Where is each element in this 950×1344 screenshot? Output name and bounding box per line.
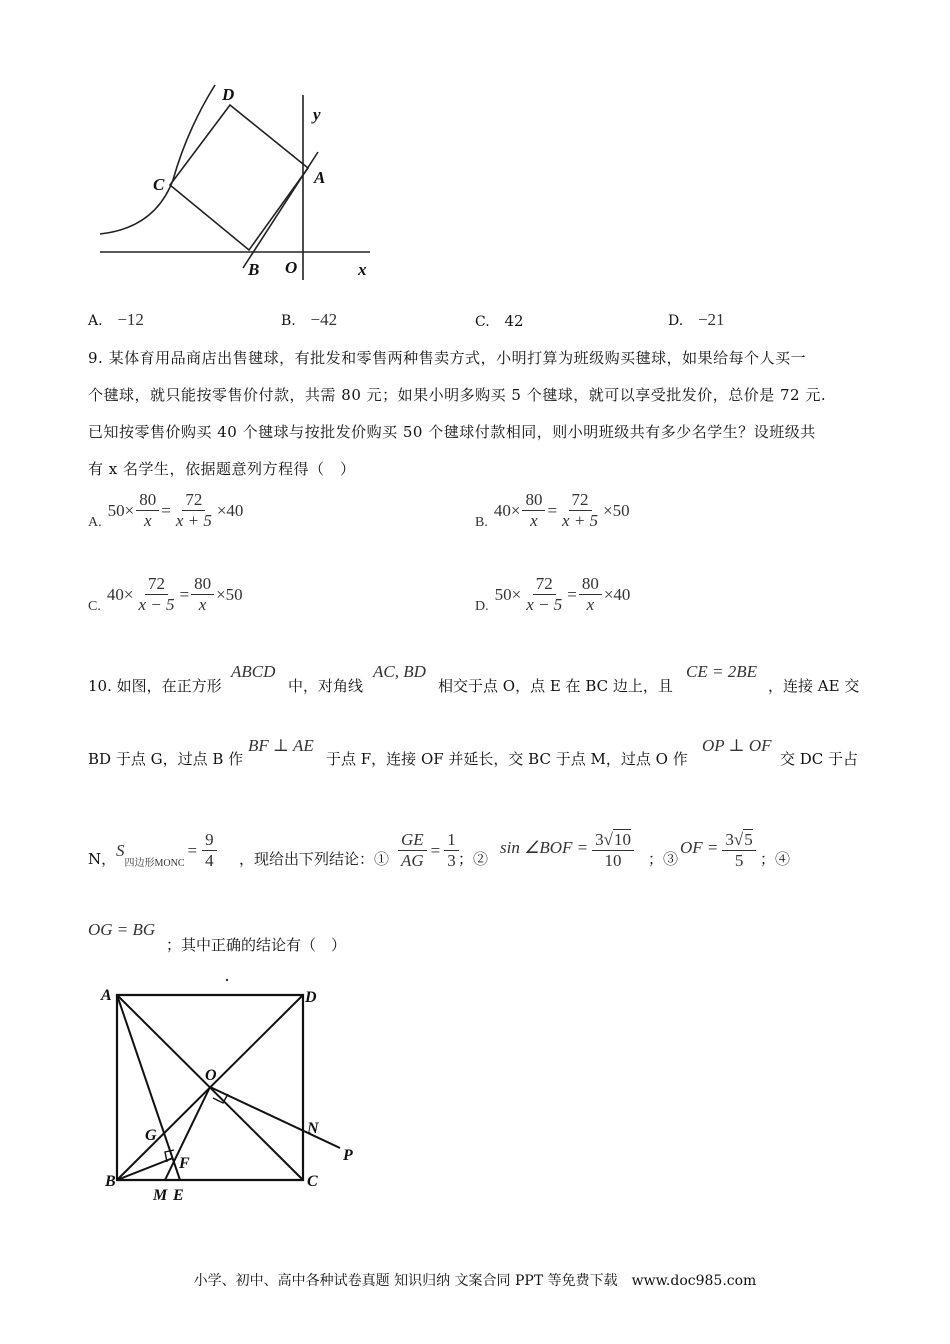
q9-option-a bbox=[88, 490, 243, 531]
q9-c-eq: = bbox=[179, 584, 190, 604]
label-y: y bbox=[313, 105, 321, 124]
q10-text-10: ；② bbox=[458, 850, 489, 868]
q9-c-den2: x bbox=[198, 595, 207, 614]
q9-option-c-label: C. bbox=[88, 599, 101, 614]
q9-c-coef1: 40× bbox=[106, 584, 134, 604]
q10-line-2 bbox=[88, 736, 888, 776]
q9-d-num2: 80 bbox=[579, 574, 602, 595]
label-A: A bbox=[101, 987, 112, 1004]
q10-line-3: N， S 四边形MONC = $\frac{9}{4}$ ，现给出下列结论：① $\frac{GE}{AG}$ = $\frac{1}{3}$ ；② sin ∠BOF = $\frac{3√10}{10}$ ；③ OF = $\frac{3√5}{5}$ ；④ bbox=[88, 830, 791, 870]
page-footer: 小学、初中、高中各种试卷真题 知识归纳 文案合同 PPT 等免费下载 www.doc985.com bbox=[193, 1273, 757, 1289]
q9-a-num2: 72 bbox=[182, 490, 205, 511]
q8-option-a-label: A. bbox=[88, 313, 103, 329]
q9-line-3: 已知按零售价购买 40 个毽球与按批发价购买 50 个毽球付款相同，则小明班级共有多少名学生？设班级共 bbox=[88, 423, 816, 441]
q10-math-bf: BF ⊥ AE bbox=[248, 736, 314, 755]
q9-a-num1: 80 bbox=[136, 490, 159, 511]
q9-a-eq: = bbox=[161, 500, 171, 520]
q9-option-b-label: B. bbox=[475, 515, 488, 530]
q10-c2-num-rad: 10 bbox=[613, 830, 631, 849]
label-A: A bbox=[314, 168, 326, 187]
q8-option-b-label: B. bbox=[281, 313, 296, 329]
q10-line-4 bbox=[88, 920, 888, 960]
q8-option-c bbox=[475, 312, 524, 330]
q10-line-1 bbox=[88, 662, 888, 702]
q10-c2-lhs: sin ∠BOF = bbox=[500, 838, 589, 857]
figure-square-abcd bbox=[95, 970, 375, 1205]
q10-text-2: 中，对角线 bbox=[288, 677, 364, 695]
q9-d-den1: x − 5 bbox=[526, 595, 563, 614]
q9-d-coef1: 50× bbox=[494, 584, 522, 604]
q9-d-den2: x bbox=[586, 595, 595, 614]
label-O: O bbox=[205, 1067, 217, 1084]
label-B: B bbox=[248, 260, 260, 279]
q10-math-ac-bd: AC, BD bbox=[373, 662, 426, 681]
figure-square-coordinate bbox=[95, 80, 395, 285]
q10-c1-rden: 3 bbox=[447, 851, 456, 870]
q9-b-eq: = bbox=[547, 500, 558, 520]
q10-text-13: ；其中正确的结论有（ ） bbox=[166, 936, 347, 954]
q10-text-5: BD 于点 G，过点 B 作 bbox=[88, 750, 244, 768]
q9-c-den1: x − 5 bbox=[138, 595, 175, 614]
q8-option-c-label: C. bbox=[475, 314, 490, 330]
q9-b-num2: 72 bbox=[569, 490, 592, 511]
q10-text-4: ，连接 AE 交 bbox=[768, 677, 860, 695]
q9-stem bbox=[88, 343, 878, 484]
q10-c3-den: 5 bbox=[734, 851, 744, 870]
q10-area-num: 9 bbox=[202, 830, 217, 851]
q8-option-a bbox=[88, 310, 144, 330]
q10-area-symbol: S bbox=[116, 840, 125, 860]
q9-line-2: 个毽球，就只能按零售价付款，共需 80 元；如果小明多购买 5 个毽球，就可以享受批发价，总价是 72 元. bbox=[88, 386, 827, 404]
q8-option-a-value: −12 bbox=[117, 310, 144, 329]
label-P: P bbox=[343, 1147, 353, 1164]
q10-text-8: N， bbox=[88, 850, 117, 868]
q10-math-op: OP ⊥ OF bbox=[702, 736, 772, 755]
q10-c1-den: AG bbox=[401, 851, 424, 870]
q10-area-den: 4 bbox=[205, 851, 214, 870]
q9-a-den1: x bbox=[143, 511, 152, 530]
q9-b-num1: 80 bbox=[522, 490, 545, 511]
q10-c2-num-coef: 3 bbox=[595, 830, 604, 849]
label-C: C bbox=[153, 175, 165, 194]
q10-text-12: ；④ bbox=[760, 850, 791, 868]
label-F: F bbox=[179, 1155, 190, 1172]
label-G: G bbox=[145, 1127, 157, 1144]
q9-option-d bbox=[475, 574, 630, 615]
q8-option-c-value: 42 bbox=[504, 312, 524, 330]
q9-d-num1: 72 bbox=[533, 574, 556, 595]
q9-a-coef2: ×40 bbox=[216, 500, 244, 520]
q10-math-ce: CE = 2BE bbox=[686, 662, 757, 681]
q10-c1-eq: = bbox=[430, 840, 441, 860]
q8-option-b-value: −42 bbox=[310, 310, 338, 329]
q10-text-6: 于点 F，连接 OF 并延长，交 BC 于点 M，过点 O 作 bbox=[326, 750, 688, 768]
q9-option-d-label: D. bbox=[475, 599, 489, 614]
q10-c1-rnum: 1 bbox=[444, 830, 459, 851]
q8-option-d-label: D. bbox=[668, 313, 684, 329]
q9-a-coef1: 50× bbox=[107, 500, 135, 520]
q10-text-7: 交 DC 于占 bbox=[780, 750, 859, 768]
q10-text-11: ；③ bbox=[648, 850, 679, 868]
q10-c1-num: GE bbox=[398, 830, 427, 851]
q9-c-num1: 72 bbox=[145, 574, 168, 595]
q9-option-c bbox=[88, 574, 243, 615]
q10-c2-den: 10 bbox=[604, 851, 622, 870]
q9-option-b bbox=[475, 490, 630, 531]
label-D: D bbox=[222, 85, 235, 104]
q10-c3-lhs: OF = bbox=[680, 838, 719, 857]
q8-option-b bbox=[281, 310, 337, 330]
q9-option-a-label: A. bbox=[88, 515, 102, 530]
q9-a-den2: x + 5 bbox=[175, 511, 212, 530]
label-M: M bbox=[153, 1187, 168, 1204]
label-B: B bbox=[105, 1173, 116, 1190]
q10-area-subscript: 四边形MONC bbox=[124, 858, 185, 869]
label-D: D bbox=[305, 989, 317, 1006]
label-O: O bbox=[285, 258, 298, 277]
q8-option-d-value: −21 bbox=[697, 310, 725, 329]
q9-d-coef2: ×40 bbox=[603, 584, 631, 604]
q10-c3-num-rad: 5 bbox=[744, 830, 753, 849]
q10-c3-num-coef: 3 bbox=[725, 830, 734, 849]
q9-b-coef2: ×50 bbox=[603, 500, 630, 520]
q9-line-1: 9. 某体育用品商店出售毽球，有批发和零售两种售卖方式，小明打算为班级购买毽球，如果给每个人买一 bbox=[88, 349, 807, 367]
label-E: E bbox=[173, 1187, 184, 1204]
q8-option-d bbox=[668, 310, 725, 330]
q10-text-9: ，现给出下列结论：① bbox=[239, 850, 390, 868]
q9-b-den2: x + 5 bbox=[562, 511, 599, 530]
q10-text-3: 相交于点 O，点 E 在 BC 边上，且 bbox=[438, 677, 673, 695]
q10-math-abcd: ABCD bbox=[231, 662, 276, 681]
label-N: N bbox=[307, 1120, 319, 1137]
q9-c-num2: 80 bbox=[191, 574, 214, 595]
label-C: C bbox=[307, 1173, 318, 1190]
q9-b-coef1: 40× bbox=[493, 500, 521, 520]
q10-text-1: 10. 如图，在正方形 bbox=[88, 677, 222, 695]
q9-line-4: 有 x 名学生，依据题意列方程得（ ） bbox=[88, 460, 356, 478]
label-x: x bbox=[358, 260, 367, 279]
q10-math-og: OG = BG bbox=[88, 920, 156, 939]
q9-c-coef2: ×50 bbox=[216, 584, 243, 604]
q9-d-eq: = bbox=[567, 584, 577, 604]
q9-b-den1: x bbox=[530, 511, 538, 530]
q10-area-eq: = bbox=[187, 840, 198, 860]
